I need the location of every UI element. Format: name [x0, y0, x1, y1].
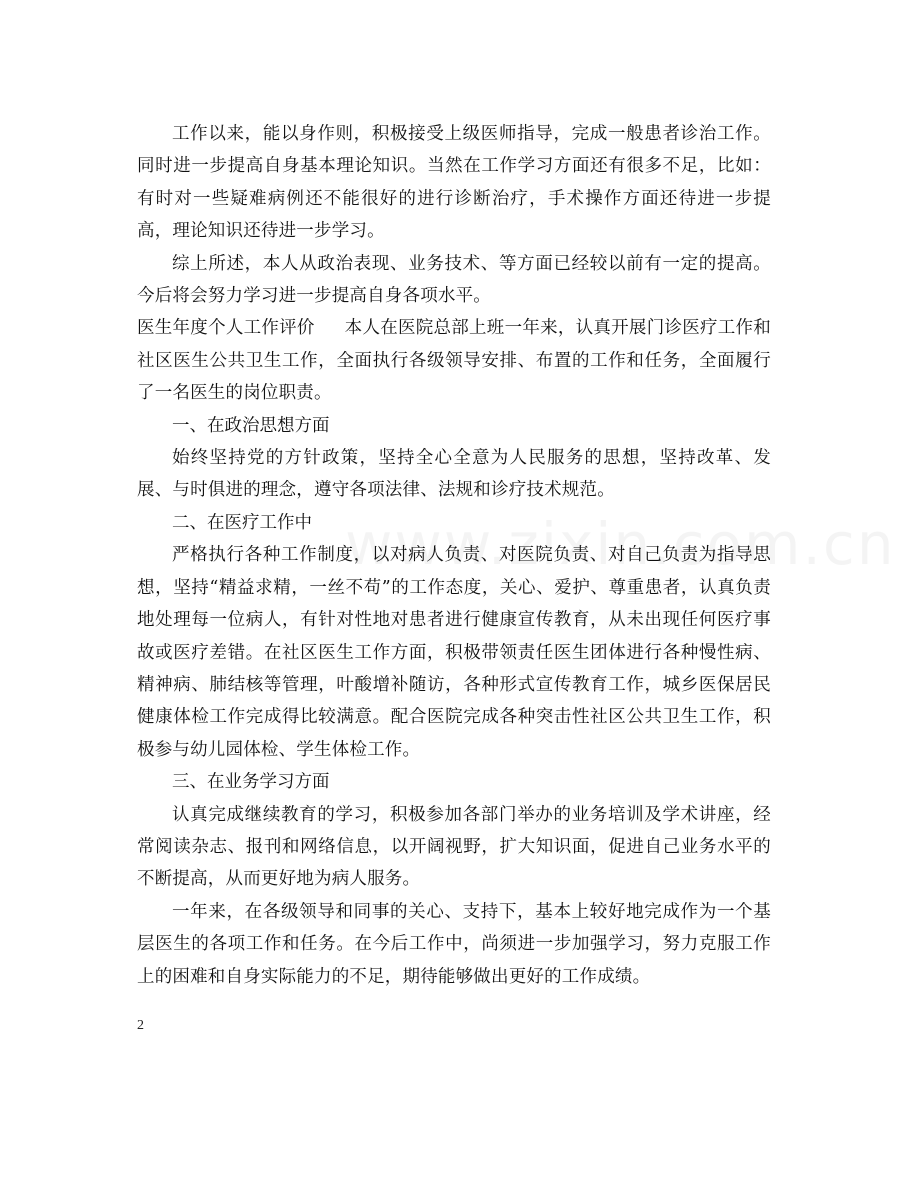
document-body — [137, 118, 771, 993]
paragraph-political: 始终坚持党的方针政策，坚持全心全意为人民服务的思想，坚持改革、发展、与时俱进的理念，遵守各项法律、法规和诊疗技术规范。 — [137, 448, 771, 501]
paragraph-closing: 一年来，在各级领导和同事的关心、支持下，基本上较好地完成作为一个基层医生的各项工作和任务。在今后工作中，尚须进一步加强学习，努力克服工作上的困难和自身实际能力的不足，期待能够做出更好的工作成绩。 — [137, 901, 771, 987]
paragraph-work-summary: 工作以来，能以身作则，积极接受上级医师指导，完成一般患者诊治工作。同时进一步提高自身基本理论知识。当然在工作学习方面还有很多不足，比如：有时对一些疑难病例还不能很好的进行诊断治疗，手术操作方面还待进一步提高，理论知识还待进一步学习。 — [137, 124, 771, 242]
section-title: 医生年度个人工作评价 — [137, 318, 315, 339]
heading-political: 一、在政治思想方面 — [172, 415, 330, 436]
heading-professional-study: 三、在业务学习方面 — [172, 772, 330, 793]
page-number: 2 — [137, 1018, 144, 1033]
paragraph-medical-work: 严格执行各种工作制度，以对病人负责、对医院负责、对自己负责为指导思想，坚持“精益求精，一丝不苟”的工作态度，关心、爱护、尊重患者，认真负责地处理每一位病人，有针对性地对患者进行健康宣传教育，从未出现任何医疗事故或医疗差错。在社区医生工作方面，积极带领责任医生团体进行各种慢性病、精神病、肺结核等管理，叶酸增补随访，各种形式宣传教育工作，城乡医保居民健康体检工作完成得比较满意。配合医院完成各种突击性社区公共卫生工作，积极参与幼儿园体检、学生体检工作。 — [137, 545, 771, 760]
heading-medical-work: 二、在医疗工作中 — [172, 512, 312, 533]
paragraph-conclusion: 综上所述，本人从政治表现、业务技术、等方面已经较以前有一定的提高。今后将会努力学习进一步提高自身各项水平。 — [137, 253, 771, 307]
section-intro-text: 本人在医院总部上班一年来，认真开展门诊医疗工作和社区医生公共卫生工作，全面执行各级领导安排、布置的工作和任务，全面履行了一名医生的岗位职责。 — [137, 318, 771, 404]
section-intro-paragraph — [137, 312, 771, 409]
paragraph-professional-study: 认真完成继续教育的学习，积极参加各部门举办的业务培训及学术讲座，经常阅读杂志、报刊和网络信息，以开阔视野，扩大知识面，促进自己业务水平的不断提高，从而更好地为病人服务。 — [137, 804, 771, 890]
